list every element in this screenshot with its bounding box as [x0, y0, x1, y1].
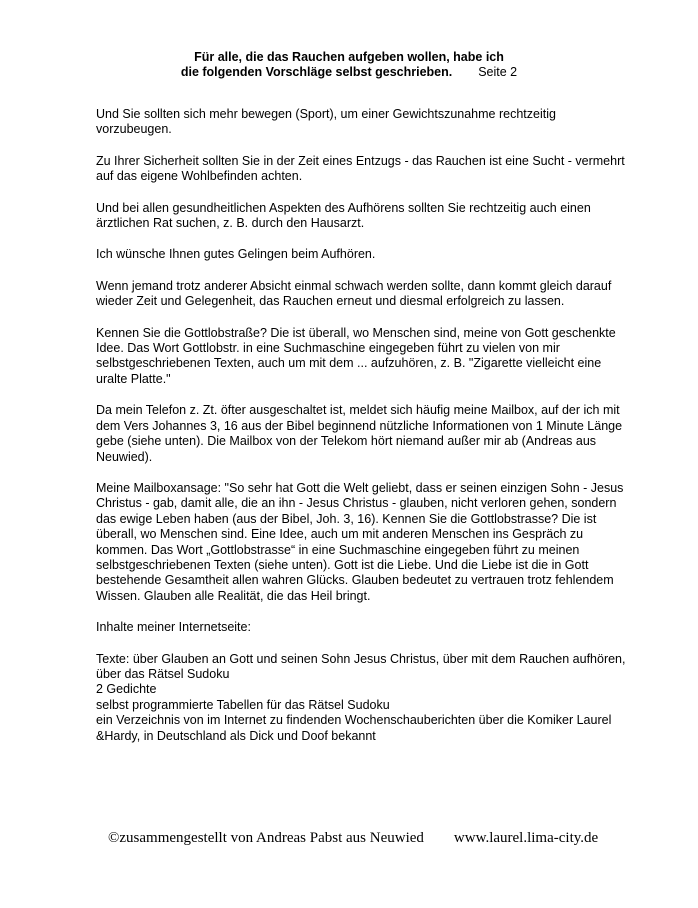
paragraph-relapse: Wenn jemand trotz anderer Absicht einmal schwach werden sollte, dann kommt gleich darauf wieder Zeit und Gelegenheit, das Rauchen erneut und diesmal erfolgreich zu lassen. [96, 278, 612, 309]
header-title-line-2 [0, 65, 698, 80]
paragraph-mailbox-message: Meine Mailboxansage: "So sehr hat Gott die Welt geliebt, dass er seinen einzigen Sohn - Jesus Christus - gab, damit alle, die an ihn - Jesus Christus - glauben, nicht verloren gehen, sondern das ewige Leben haben (aus der Bibel, Joh. 3, 16). Kennen Sie die Gottlobstrasse? Die ist überall, wo Menschen sind. Eine Idee, auch um mit anderen Menschen ins Gespräch zu kommen. Das Wort „Gottlobstrasse“ in eine Suchmaschine eingegeben führt zu meinen selbstgeschriebenen Texten (siehe unten). Gott ist die Liebe. Und die Liebe ist die in Gott bestehende Gesamtheit allen wahren Glücks. Glauben bedeutet zu vertrauen trotz fehlendem Wissen. Glauben alle Realität, die das Heil bringt. [96, 480, 624, 603]
paragraph-gottlobstrasse: Kennen Sie die Gottlobstraße? Die ist überall, wo Menschen sind, meine von Gott geschenkte Idee. Das Wort Gottlobstr. in eine Suchmaschine eingegeben führt zu vielen von mir selbstgeschriebenen Texten, auch um mit dem ... aufzuhören, z. B. "Zigarette vielleicht eine uralte Platte." [96, 325, 616, 386]
page-footer [108, 829, 628, 847]
list-item-texts: Texte: über Glauben an Gott und seinen Sohn Jesus Christus, über mit dem Rauchen aufhören, über das Rätsel Sudoku [96, 651, 626, 681]
paragraph-exercise: Und Sie sollten sich mehr bewegen (Sport), um einer Gewichtszunahme rechtzeitig vorzubeugen. [96, 107, 556, 137]
paragraph-medical-advice: Und bei allen gesundheitlichen Aspekten des Aufhörens sollten Sie rechtzeitig auch einen ärztlichen Rat suchen, z. B. durch den Hausarzt. [96, 200, 591, 231]
page-header [0, 50, 698, 80]
body-text [96, 107, 628, 744]
paragraph-safety: Zu Ihrer Sicherheit sollten Sie in der Zeit eines Entzugs - das Rauchen ist eine Sucht - vermehrt auf das eigene Wohlbefinden achten. [96, 153, 625, 184]
footer-url: www.laurel.lima-city.de [453, 830, 599, 846]
header-title-line-2-text: die folgenden Vorschläge selbst geschrieben. [180, 65, 453, 79]
paragraph-website-contents-heading: Inhalte meiner Internetseite: [96, 620, 251, 635]
page-number: Seite 2 [478, 65, 518, 79]
list-item-poems: 2 Gedichte [96, 682, 157, 697]
list-item-newsreel-directory: ein Verzeichnis von im Internet zu findenden Wochenschauberichten über die Komiker Laurel &Hardy, in Deutschland als Dick und Doof bekannt [96, 713, 612, 743]
footer-credit: ©zusammengestellt von Andreas Pabst aus Neuwied [108, 830, 424, 846]
list-item-sudoku-tables: selbst programmierte Tabellen für das Rätsel Sudoku [96, 697, 390, 712]
paragraph-good-luck: Ich wünsche Ihnen gutes Gelingen beim Aufhören. [96, 247, 376, 262]
header-title-line-1: Für alle, die das Rauchen aufgeben wollen, habe ich [194, 50, 504, 64]
paragraph-mailbox: Da mein Telefon z. Zt. öfter ausgeschaltet ist, meldet sich häufig meine Mailbox, auf der ich mit dem Vers Johannes 3, 16 aus der Bibel beginnend nützliche Informationen von 1 Minute Länge gebe (siehe unten). Die Mailbox von der Telekom hört niemand außer mir ab (Andreas aus Neuwied). [96, 403, 623, 464]
